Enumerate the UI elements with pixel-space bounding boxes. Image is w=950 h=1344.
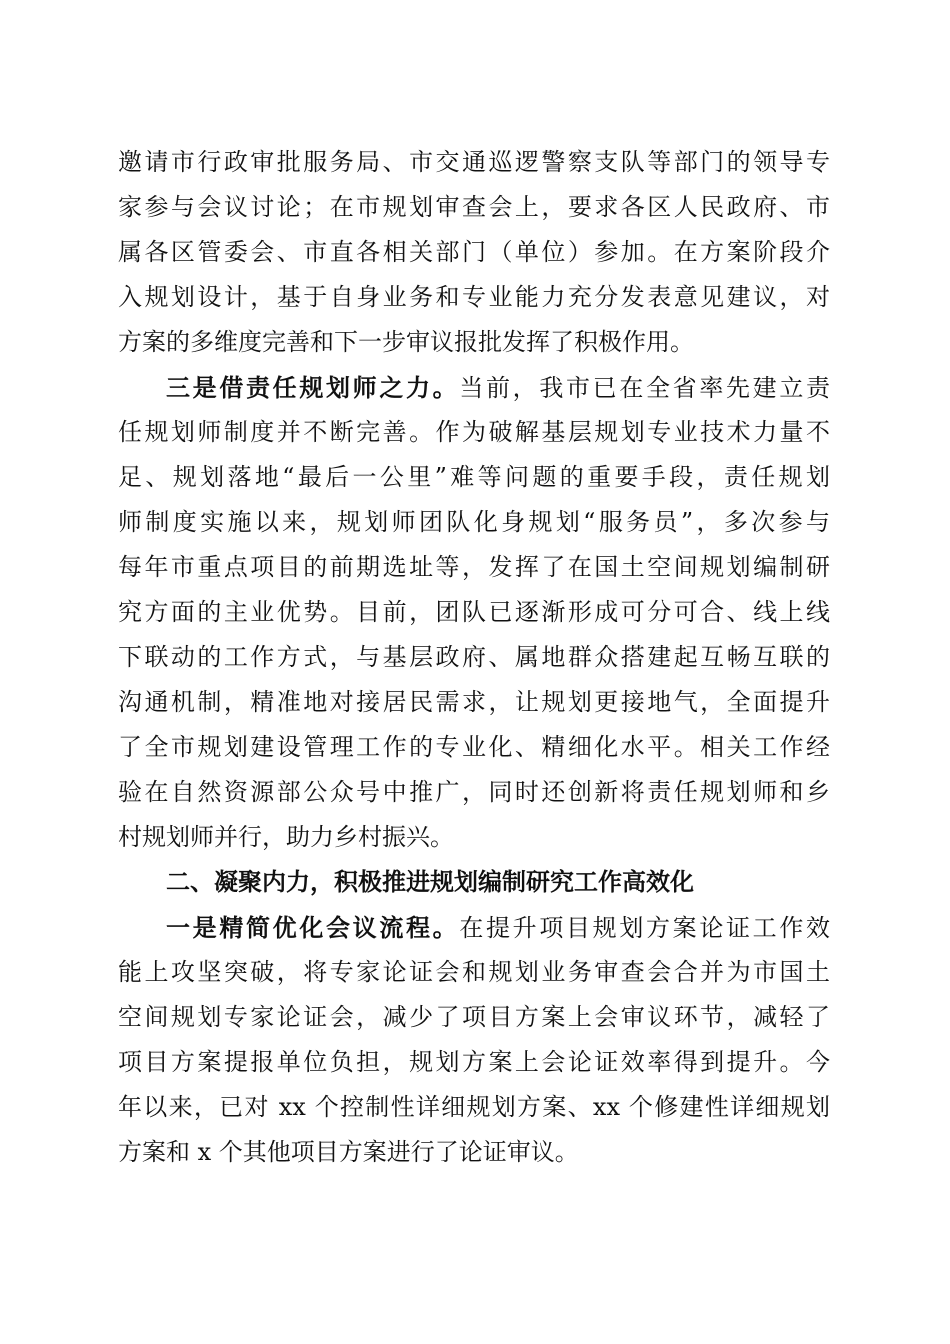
paragraph-lead-rest: 在提升项目规划方案论证工作效 xyxy=(459,914,830,942)
text-line: 沟通机制，精准地对接居民需求，让规划更接地气，全面提升 xyxy=(118,688,830,716)
text-line: 验在自然资源部公众号中推广，同时还创新将责任规划师和乡 xyxy=(118,778,830,806)
text-line: 属各区管委会、市直各相关部门（单位）参加。在方案阶段介 xyxy=(118,238,830,266)
text-line: 方案和 x 个其他项目方案进行了论证审议。 xyxy=(118,1138,579,1166)
text-line: 项目方案提报单位负担，规划方案上会论证效率得到提升。今 xyxy=(118,1048,830,1076)
text-line xyxy=(118,365,830,410)
paragraph-meeting-process xyxy=(118,905,830,1175)
paragraph-lead-rest: 当前，我市已在全省率先建立责 xyxy=(459,374,830,402)
paragraph-lead: 一是精简优化会议流程。 xyxy=(166,913,460,942)
document-body xyxy=(118,140,830,1175)
section-heading: 二、凝聚内力，积极推进规划编制研究工作高效化 xyxy=(166,868,694,896)
text-line: 年以来，已对 xx 个控制性详细规划方案、xx 个修建性详细规划 xyxy=(118,1093,830,1121)
text-line: 村规划师并行，助力乡村振兴。 xyxy=(118,823,454,851)
text-line: 家参与会议讨论；在市规划审查会上，要求各区人民政府、市 xyxy=(118,193,830,221)
paragraph-responsible-planner xyxy=(118,365,830,860)
text-line: 究方面的主业优势。目前，团队已逐渐形成可分可合、线上线 xyxy=(118,598,830,626)
text-line xyxy=(118,905,830,950)
text-line: 邀请市行政审批服务局、市交通巡逻警察支队等部门的领导专 xyxy=(118,148,830,176)
text-line: 任规划师制度并不断完善。作为破解基层规划专业技术力量不 xyxy=(118,418,830,446)
text-line: 每年市重点项目的前期选址等，发挥了在国土空间规划编制研 xyxy=(118,553,830,581)
text-line: 方案的多维度完善和下一步审议报批发挥了积极作用。 xyxy=(118,328,694,356)
text-line: 师制度实施以来，规划师团队化身规划“服务员”，多次参与 xyxy=(118,508,830,536)
text-line: 入规划设计，基于自身业务和专业能力充分发表意见建议，对 xyxy=(118,283,830,311)
text-line: 空间规划专家论证会，减少了项目方案上会审议环节，减轻了 xyxy=(118,1003,830,1031)
text-line: 了全市规划建设管理工作的专业化、精细化水平。相关工作经 xyxy=(118,733,830,761)
text-line: 能上攻坚突破，将专家论证会和规划业务审查会合并为市国土 xyxy=(118,958,830,986)
text-line: 下联动的工作方式，与基层政府、属地群众搭建起互畅互联的 xyxy=(118,643,830,671)
text-line: 足、规划落地“最后一公里”难等问题的重要手段，责任规划 xyxy=(118,463,830,491)
paragraph-lead: 三是借责任规划师之力。 xyxy=(166,373,460,402)
paragraph-meeting-participation xyxy=(118,140,830,365)
